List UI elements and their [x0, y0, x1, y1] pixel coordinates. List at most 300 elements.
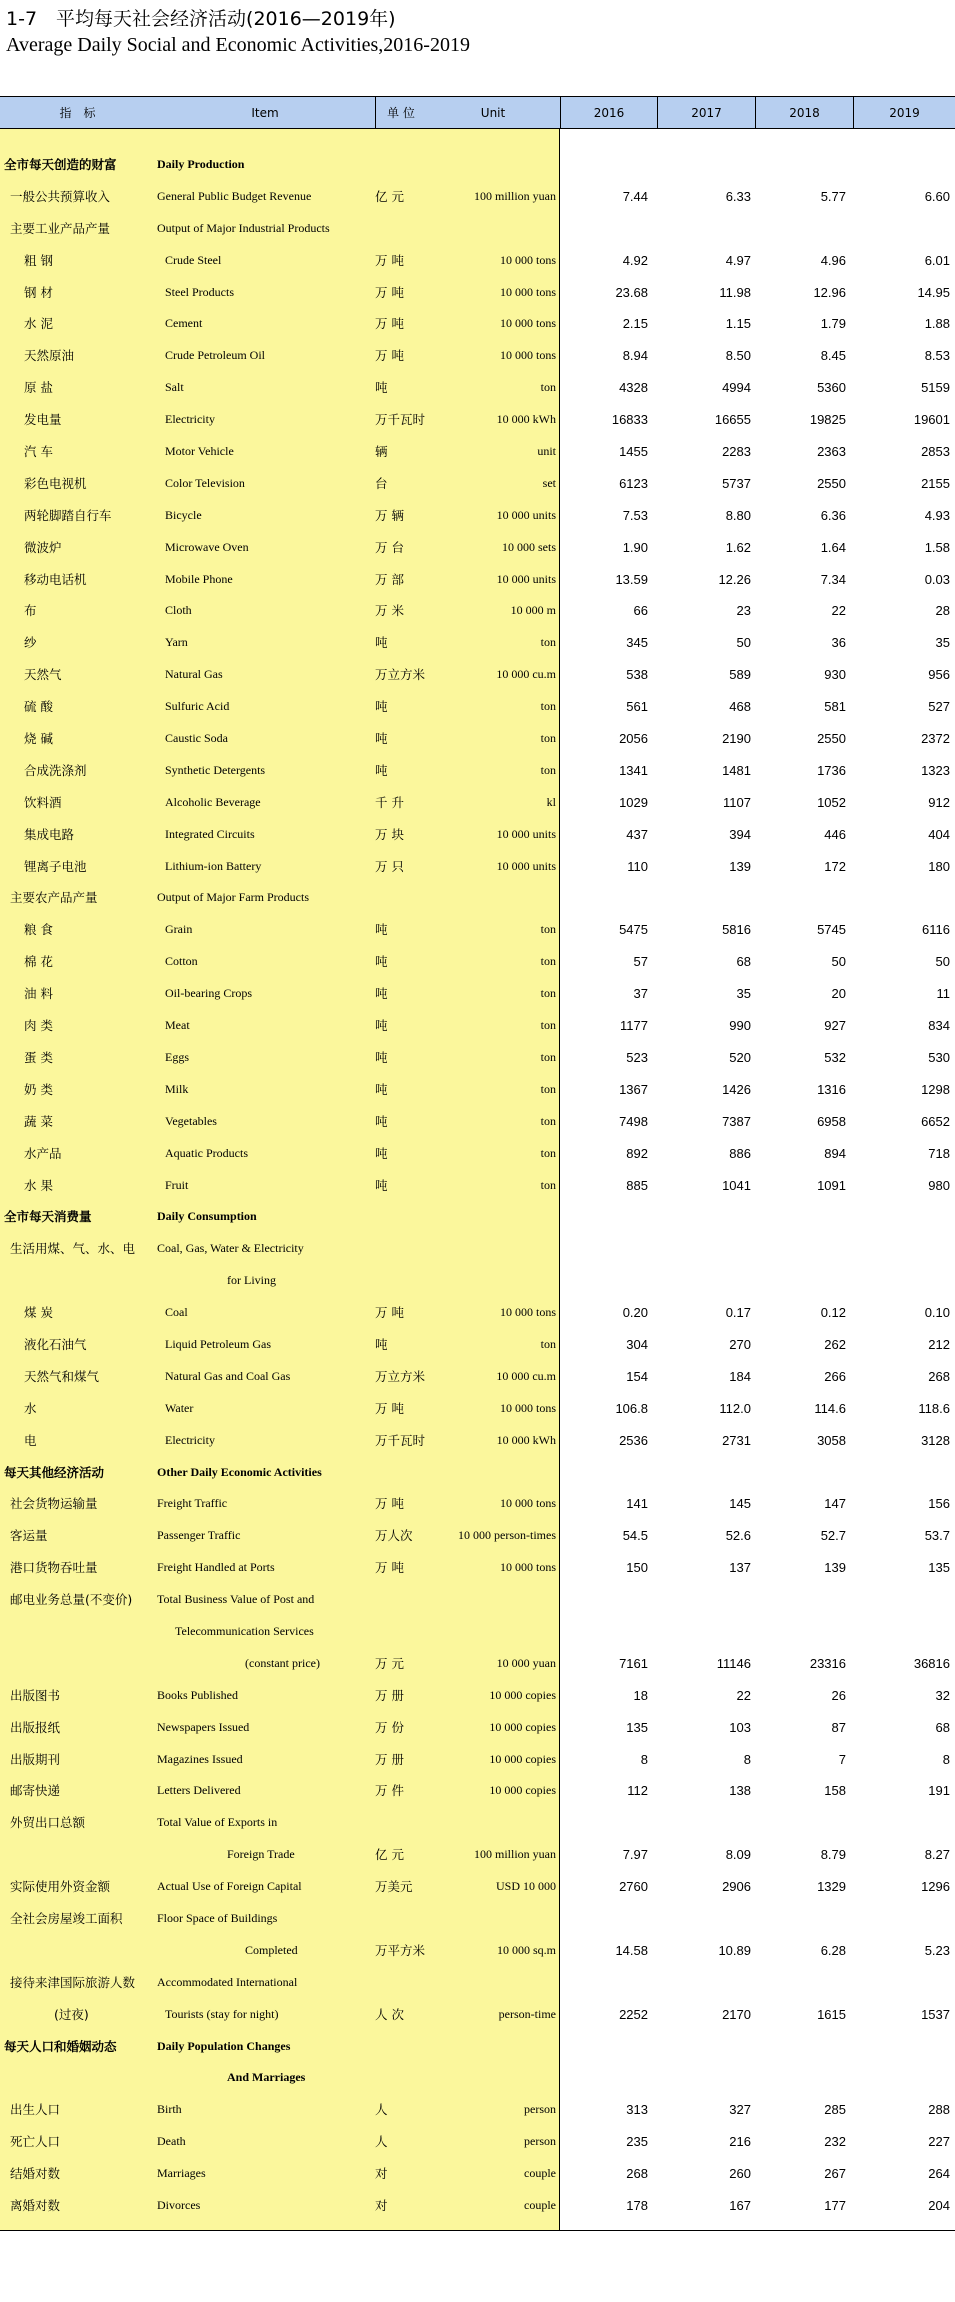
row-label-cn: 邮电业务总量(不变价): [10, 1592, 133, 1608]
table-row: [0, 946, 955, 978]
row-label-en: Coal, Gas, Water & Electricity: [157, 1241, 304, 1256]
value-2017: 6.33: [725, 188, 751, 204]
value-2018: 7: [838, 1751, 846, 1767]
value-2016: 37: [633, 986, 648, 1002]
header-year-2018: 2018: [755, 97, 853, 128]
row-unit-en: ton: [540, 635, 556, 650]
row-label-cn: 全市每天消费量: [4, 1209, 92, 1225]
row-unit-cn: 万 份: [375, 1719, 404, 1735]
value-2019: 530: [928, 1049, 950, 1065]
row-unit-en: 10 000 kWh: [496, 1432, 556, 1447]
row-label-cn: 水产品: [24, 1145, 62, 1161]
value-2018: 1316: [817, 1081, 846, 1097]
value-2016: 523: [626, 1049, 648, 1065]
row-label-cn: 外贸出口总额: [10, 1815, 86, 1831]
row-label-en: Natural Gas: [165, 667, 223, 682]
value-2018: 19825: [809, 412, 846, 428]
row-label-en: Output of Major Farm Products: [157, 890, 309, 905]
row-label-en: Milk: [165, 1081, 189, 1096]
table-row: [0, 1233, 955, 1265]
row-label-en: Synthetic Detergents: [165, 762, 266, 777]
row-unit-cn: 吨: [375, 954, 388, 970]
value-2017: 103: [729, 1719, 751, 1735]
row-unit-cn: 吨: [375, 1081, 388, 1097]
row-label-cn: 微波炉: [24, 539, 62, 555]
table-row: [0, 787, 955, 819]
row-label-en: Tourists (stay for night): [165, 2006, 279, 2021]
table-row: [0, 213, 955, 245]
value-2016: 1029: [619, 794, 648, 810]
row-unit-cn: 万 部: [375, 571, 404, 587]
row-label-en: (constant price): [245, 1655, 320, 1670]
row-label-en: Passenger Traffic: [157, 1528, 241, 1543]
value-2019: 1298: [921, 1081, 950, 1097]
row-label-en: Cement: [165, 316, 203, 331]
value-2016: 13.59: [615, 571, 648, 587]
row-label-en: Foreign Trade: [227, 1847, 295, 1862]
row-label-en: Birth: [157, 2102, 182, 2117]
value-2019: 980: [928, 1177, 950, 1193]
row-label-cn: 社会货物运输量: [10, 1496, 98, 1512]
value-2019: 11: [936, 986, 950, 1002]
value-2019: 718: [928, 1145, 950, 1161]
value-2019: 191: [928, 1783, 950, 1799]
table-row: [0, 1201, 955, 1233]
value-2017: 1426: [722, 1081, 751, 1097]
value-2018: 285: [824, 2102, 846, 2118]
row-label-en: Bicycle: [165, 507, 202, 522]
value-2017: 8.09: [725, 1847, 751, 1863]
table-row: [0, 691, 955, 723]
value-2016: 7161: [619, 1655, 648, 1671]
value-2019: 0.10: [924, 1305, 950, 1321]
row-label-en: Daily Consumption: [157, 1209, 257, 1224]
row-unit-cn: 辆: [375, 444, 388, 460]
table-row: [0, 1520, 955, 1552]
row-label-cn: 每天人口和婚姻动态: [4, 2038, 117, 2054]
row-label-cn: 油 料: [24, 986, 53, 1002]
table-row: [0, 532, 955, 564]
header-year-2019: 2019: [853, 97, 955, 128]
row-label-cn: 钢 材: [24, 284, 53, 300]
row-unit-cn: 万 吨: [375, 1305, 404, 1321]
table-title-cn: 1-7 平均每天社会经济活动(2016—2019年): [6, 8, 396, 30]
row-unit-cn: 吨: [375, 986, 388, 1002]
value-2017: 11.98: [719, 284, 751, 300]
row-label-en: Oil-bearing Crops: [165, 986, 252, 1001]
row-label-en: Magazines Issued: [157, 1751, 243, 1766]
table-row: [0, 1297, 955, 1329]
row-unit-cn: 吨: [375, 1113, 388, 1129]
row-unit-en: 10 000 units: [496, 571, 556, 586]
row-label-en: Electricity: [165, 412, 215, 427]
row-unit-cn: 吨: [375, 731, 388, 747]
row-unit-en: 10 000 copies: [489, 1687, 556, 1702]
row-label-en: Output of Major Industrial Products: [157, 220, 330, 235]
value-2016: 1367: [619, 1081, 648, 1097]
value-2019: 1.88: [924, 316, 950, 332]
row-unit-en: ton: [540, 1113, 556, 1128]
header-unit-cn: 单 位: [375, 97, 426, 128]
value-2017: 5737: [722, 475, 751, 491]
value-2018: 927: [824, 1018, 846, 1034]
row-label-en: Eggs: [165, 1049, 189, 1064]
row-unit-cn: 人 次: [375, 2006, 404, 2022]
value-2016: 18: [633, 1687, 648, 1703]
row-unit-en: 10 000 tons: [499, 316, 556, 331]
value-2017: 35: [736, 986, 751, 1002]
row-label-en: Coal: [165, 1305, 188, 1320]
row-unit-cn: 吨: [375, 1336, 388, 1352]
row-unit-en: 100 million yuan: [474, 188, 556, 203]
row-unit-cn: 万 米: [375, 603, 404, 619]
value-2017: 138: [729, 1783, 751, 1799]
value-2017: 270: [729, 1336, 751, 1352]
row-label-en: Alcoholic Beverage: [165, 794, 261, 809]
value-2019: 3128: [921, 1432, 950, 1448]
value-2016: 1341: [619, 762, 648, 778]
value-2019: 1323: [921, 762, 950, 778]
header-unit-en: Unit: [480, 105, 506, 120]
table-row: [0, 2094, 955, 2126]
row-label-en: Color Television: [165, 475, 245, 490]
table-row: [0, 2158, 955, 2190]
row-label-cn: 主要工业产品产量: [10, 220, 111, 236]
value-2019: 6652: [921, 1113, 950, 1129]
row-label-en: Natural Gas and Coal Gas: [165, 1368, 291, 1383]
value-2016: 8: [640, 1751, 648, 1767]
row-unit-cn: 吨: [375, 922, 388, 938]
row-label-cn: 蛋 类: [24, 1049, 53, 1065]
row-label-cn: 天然原油: [24, 348, 75, 364]
table-row: [0, 1457, 955, 1489]
value-2019: 1537: [921, 2006, 950, 2022]
table-row: [0, 659, 955, 691]
row-label-cn: 出版期刊: [10, 1751, 61, 1767]
table-row: [0, 1074, 955, 1106]
row-unit-en: 10 000 m: [510, 603, 556, 618]
value-2017: 16655: [714, 412, 751, 428]
value-2016: 0.20: [622, 1305, 648, 1321]
value-2016: 112: [627, 1783, 648, 1799]
value-2016: 14.58: [615, 1942, 648, 1958]
row-label-en: Newspapers Issued: [157, 1719, 250, 1734]
table-row: [0, 755, 955, 787]
value-2018: 158: [824, 1783, 846, 1799]
value-2017: 2283: [722, 444, 751, 460]
row-unit-en: ton: [540, 380, 556, 395]
table-row: [0, 1935, 955, 1967]
value-2017: 68: [736, 954, 751, 970]
value-2016: 313: [626, 2102, 648, 2118]
value-2019: 28: [935, 603, 950, 619]
table-body: [0, 129, 955, 2230]
row-label-cn: 粗 钢: [24, 252, 53, 268]
table-row: [0, 1807, 955, 1839]
table-row: [0, 149, 955, 181]
value-2016: 304: [626, 1336, 648, 1352]
value-2017: 468: [729, 699, 751, 715]
table-row: [0, 500, 955, 532]
row-unit-en: USD 10 000: [495, 1879, 556, 1894]
value-2017: 7387: [722, 1113, 751, 1129]
row-unit-en: 10 000 copies: [489, 1783, 556, 1798]
value-2019: 404: [928, 826, 950, 842]
value-2016: 561: [626, 699, 648, 715]
row-label-en: Fruit: [165, 1177, 189, 1192]
row-unit-en: ton: [540, 699, 556, 714]
value-2019: 135: [928, 1560, 950, 1576]
value-2017: 4.97: [725, 252, 751, 268]
row-label-cn: 合成洗涤剂: [24, 762, 87, 778]
row-label-en: Actual Use of Foreign Capital: [157, 1879, 302, 1894]
value-2018: 12.96: [813, 284, 846, 300]
value-2018: 1329: [817, 1879, 846, 1895]
table-row: [0, 1106, 955, 1138]
value-2019: 5.23: [924, 1942, 950, 1958]
value-2019: 32: [935, 1687, 950, 1703]
row-label-cn: 棉 花: [24, 954, 53, 970]
table-row: [0, 1552, 955, 1584]
row-unit-cn: 万平方米: [375, 1942, 426, 1958]
value-2016: 57: [633, 954, 648, 970]
row-label-cn: 粮 食: [24, 922, 53, 938]
value-2017: 52.6: [725, 1528, 751, 1544]
table-row: [0, 181, 955, 213]
value-2017: 589: [729, 667, 751, 683]
value-2019: 6116: [922, 922, 950, 938]
row-label-en: Total Value of Exports in: [157, 1815, 278, 1830]
row-unit-cn: 万 吨: [375, 1496, 404, 1512]
table-row: [0, 436, 955, 468]
row-label-en: Meat: [165, 1018, 190, 1033]
row-label-cn: 全社会房屋竣工面积: [10, 1910, 123, 1926]
value-2017: 1.15: [725, 316, 751, 332]
row-unit-en: ton: [540, 1018, 556, 1033]
row-label-en: Crude Steel: [165, 252, 222, 267]
row-label-cn: 奶 类: [24, 1081, 53, 1097]
row-label-cn: 电: [24, 1432, 37, 1448]
row-label-cn: 主要农产品产量: [10, 890, 98, 906]
value-2019: 118.6: [918, 1400, 950, 1416]
value-2017: 4994: [722, 380, 751, 396]
row-unit-en: ton: [540, 986, 556, 1001]
row-unit-en: 10 000 units: [496, 826, 556, 841]
table-row: [0, 2031, 955, 2063]
value-2017: 137: [729, 1560, 751, 1576]
row-label-cn: (过夜): [54, 2006, 89, 2022]
value-2019: 264: [928, 2166, 950, 2182]
row-unit-en: 10 000 yuan: [496, 1655, 556, 1670]
table-row: [0, 245, 955, 277]
row-label-cn: 天然气和煤气: [24, 1368, 100, 1384]
value-2018: 26: [831, 1687, 846, 1703]
row-unit-cn: 吨: [375, 699, 388, 715]
value-2018: 3058: [817, 1432, 846, 1448]
value-2018: 267: [824, 2166, 846, 2182]
row-unit-en: 10 000 tons: [499, 284, 556, 299]
value-2018: 232: [824, 2134, 846, 2150]
value-2017: 886: [729, 1145, 751, 1161]
row-unit-en: person-time: [498, 2006, 556, 2021]
row-unit-cn: 万 吨: [375, 316, 404, 332]
row-label-cn: 离婚对数: [10, 2198, 61, 2213]
value-2018: 22: [831, 603, 846, 619]
value-2017: 1481: [722, 762, 751, 778]
value-2017: 990: [729, 1018, 751, 1034]
row-label-en: Completed: [245, 1942, 298, 1957]
value-2017: 8.80: [725, 507, 751, 523]
row-unit-cn: 万 吨: [375, 348, 404, 364]
row-unit-cn: 吨: [375, 1145, 388, 1161]
table-rows: [0, 129, 955, 2230]
row-unit-en: kl: [546, 794, 556, 809]
value-2019: 2853: [921, 444, 950, 460]
value-2018: 581: [824, 699, 846, 715]
value-2017: 112.0: [719, 1400, 751, 1416]
row-label-en: Other Daily Economic Activities: [157, 1464, 322, 1479]
row-label-cn: 煤 炭: [24, 1305, 53, 1321]
value-2016: 437: [626, 826, 648, 842]
row-label-cn: 出生人口: [10, 2102, 61, 2118]
row-label-cn: 实际使用外资金额: [10, 1879, 111, 1895]
value-2017: 10.89: [718, 1942, 751, 1958]
row-label-cn: 出版图书: [10, 1687, 61, 1703]
value-2017: 8.50: [725, 348, 751, 364]
row-unit-en: ton: [540, 1081, 556, 1096]
value-2017: 1.62: [725, 539, 751, 555]
row-label-cn: 发电量: [24, 412, 62, 428]
value-2016: 8.94: [622, 348, 648, 364]
row-label-cn: 全市每天创造的财富: [4, 157, 117, 172]
row-label-en: Accommodated International: [157, 1974, 298, 1989]
value-2018: 1091: [817, 1177, 846, 1193]
value-2019: 0.03: [924, 571, 950, 587]
row-unit-cn: 千 升: [375, 794, 404, 810]
row-label-cn: 港口货物吞吐量: [10, 1560, 98, 1576]
row-label-en: Sulfuric Acid: [165, 699, 230, 714]
value-2019: 268: [928, 1368, 950, 1384]
row-unit-cn: 万 台: [375, 539, 404, 555]
row-unit-cn: 亿 元: [375, 1847, 404, 1863]
row-unit-cn: 万美元: [375, 1879, 413, 1895]
row-unit-en: couple: [524, 2198, 556, 2212]
row-label-en: Steel Products: [165, 284, 234, 299]
value-2018: 446: [824, 826, 846, 842]
value-2018: 1615: [817, 2006, 846, 2022]
value-2017: 327: [729, 2102, 751, 2118]
row-unit-cn: 万 吨: [375, 284, 404, 300]
row-label-en: Freight Handled at Ports: [157, 1560, 275, 1575]
row-label-en: Freight Traffic: [157, 1496, 228, 1511]
value-2017: 22: [736, 1687, 751, 1703]
value-2019: 912: [928, 794, 950, 810]
value-2016: 268: [626, 2166, 648, 2182]
row-label-cn: 死亡人口: [10, 2134, 61, 2150]
row-unit-cn: 万千瓦时: [375, 1432, 426, 1448]
value-2017: 5816: [722, 922, 751, 938]
value-2018: 1.79: [820, 316, 846, 332]
value-2017: 8: [743, 1751, 751, 1767]
row-unit-cn: 万 元: [375, 1655, 404, 1671]
row-label-en: Microwave Oven: [165, 539, 249, 554]
row-unit-en: 10 000 kWh: [496, 412, 556, 427]
row-label-cn: 纱: [24, 635, 37, 651]
value-2017: 50: [736, 635, 751, 651]
row-label-en: Death: [157, 2134, 186, 2149]
row-unit-en: 10 000 units: [496, 507, 556, 522]
value-2016: 141: [626, 1496, 648, 1512]
value-2018: 532: [824, 1049, 846, 1065]
row-label-en: Liquid Petroleum Gas: [165, 1336, 271, 1351]
row-unit-en: 100 million yuan: [474, 1847, 556, 1862]
row-label-cn: 客运量: [10, 1528, 48, 1544]
value-2017: 0.17: [725, 1305, 751, 1321]
value-2016: 135: [626, 1719, 648, 1735]
row-unit-cn: 万千瓦时: [375, 412, 426, 428]
table-row: [0, 1425, 955, 1457]
row-label-cn: 汽 车: [24, 444, 53, 460]
value-2017: 394: [729, 826, 751, 842]
value-2016: 110: [627, 858, 648, 874]
row-unit-en: 10 000 sq.m: [496, 1942, 556, 1957]
row-label-en: Floor Space of Buildings: [157, 1910, 278, 1925]
row-unit-cn: 吨: [375, 380, 388, 396]
row-unit-cn: 万 册: [375, 1751, 404, 1767]
value-2016: 1177: [620, 1018, 648, 1034]
table-row: [0, 1170, 955, 1202]
row-label-en: Mobile Phone: [165, 571, 233, 586]
value-2017: 2731: [722, 1432, 751, 1448]
value-2019: 35: [935, 635, 950, 651]
row-unit-en: 10 000 tons: [499, 1560, 556, 1575]
row-label-cn: 集成电路: [24, 826, 75, 842]
row-label-cn: 邮寄快递: [10, 1783, 61, 1799]
value-2018: 6958: [817, 1113, 846, 1129]
value-2017: 260: [729, 2166, 751, 2182]
table-row: [0, 1329, 955, 1361]
value-2018: 2550: [817, 475, 846, 491]
value-2019: 2372: [921, 731, 950, 747]
row-unit-cn: 吨: [375, 1018, 388, 1034]
row-unit-cn: 台: [375, 475, 388, 491]
row-unit-cn: 万 册: [375, 1687, 404, 1703]
value-2017: 11146: [716, 1655, 751, 1671]
row-unit-en: 10 000 cu.m: [496, 667, 556, 682]
table-row: [0, 595, 955, 627]
table-row: [0, 882, 955, 914]
table-row: [0, 2062, 955, 2094]
value-2018: 8.45: [820, 348, 846, 364]
row-unit-cn: 万 吨: [375, 1400, 404, 1416]
row-label-cn: 生活用煤、气、水、电: [10, 1241, 136, 1257]
value-2016: 538: [626, 667, 648, 683]
value-2018: 87: [831, 1719, 846, 1735]
value-2018: 4.96: [820, 252, 846, 268]
table-row: [0, 1680, 955, 1712]
table-row: [0, 2126, 955, 2158]
value-2018: 177: [824, 2198, 846, 2213]
value-2017: 2906: [722, 1879, 751, 1895]
value-2016: 2056: [619, 731, 648, 747]
value-2019: 5159: [921, 380, 950, 396]
value-2017: 23: [736, 603, 751, 619]
row-label-cn: 接待来津国际旅游人数: [10, 1974, 136, 1990]
table-row: [0, 564, 955, 596]
row-label-cn: 两轮脚踏自行车: [24, 507, 112, 523]
value-2017: 520: [729, 1049, 751, 1065]
value-2016: 885: [626, 1177, 648, 1193]
